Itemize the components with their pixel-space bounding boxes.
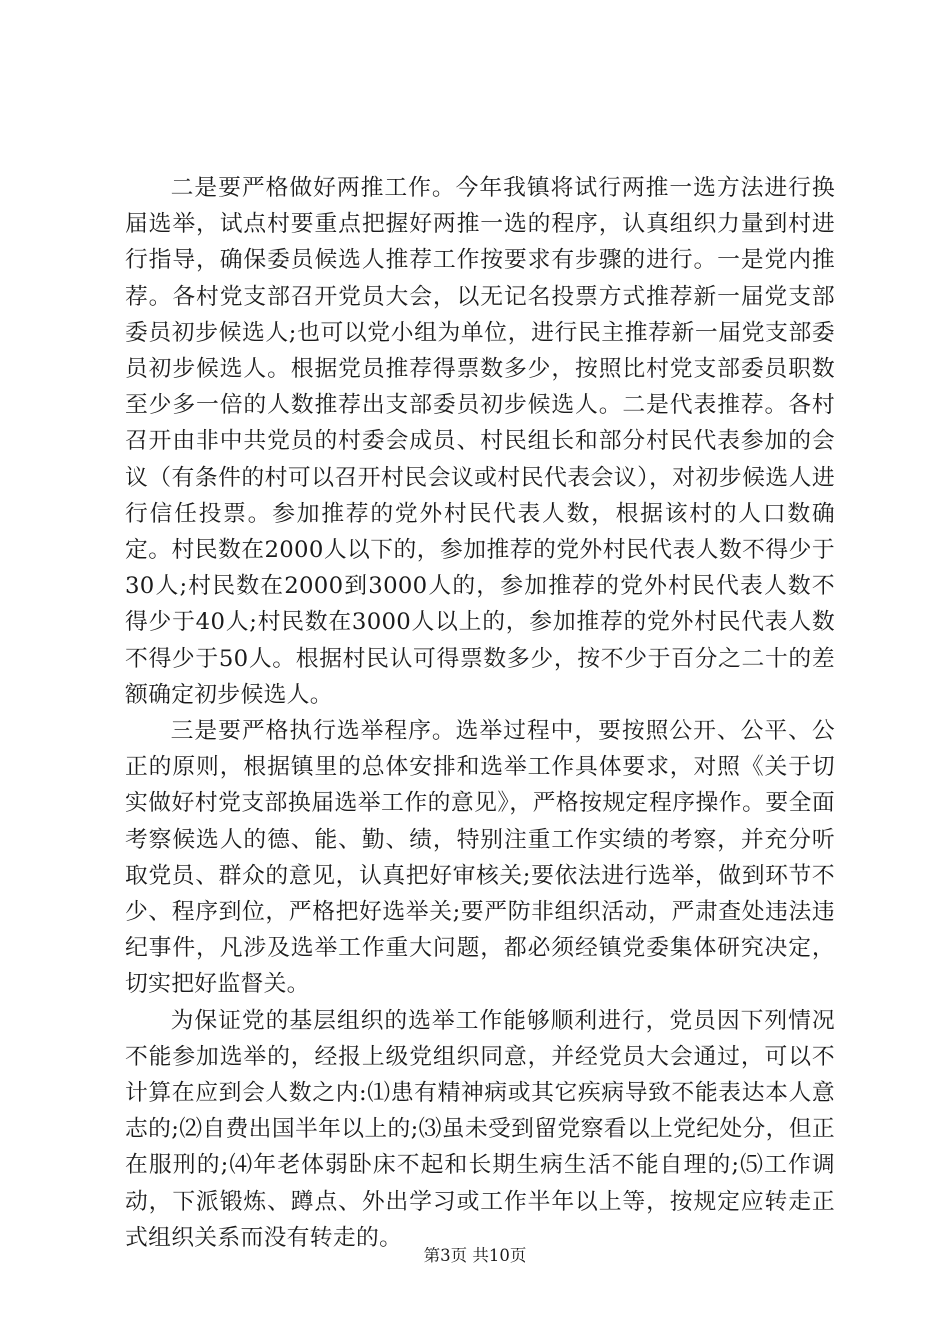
document-body (125, 170, 835, 1256)
paragraph-attendance-exclusions: 为保证党的基层组织的选举工作能够顺利进行，党员因下列情况不能参加选举的，经报上级党组织同意，并经党员大会通过，可以不计算在应到会人数之内:⑴患有精神病或其它疾病导致不能表达本人意志的;⑵自费出国半年以上的;⑶虽未受到留党察看以上党纪处分，但正在服刑的;⑷年老体弱卧床不起和长期生病生活不能自理的;⑸工作调动，下派锻炼、蹲点、外出学习或工作半年以上等，按规定应转走正式组织关系而没有转走的。 (125, 1007, 835, 1251)
paragraph-election-procedure: 三是要严格执行选举程序。选举过程中，要按照公开、公平、公正的原则，根据镇里的总体安排和选举工作具体要求，对照《关于切实做好村党支部换届选举工作的意见》，严格按规定程序操作。要全面考察候选人的德、能、勤、绩，特别注重工作实绩的考察，并充分听取党员、群众的意见，认真把好审核关;要依法进行选举，做到环节不少、程序到位，严格把好选举关;要严防非组织活动，严肃查处违法违纪事件，凡涉及选举工作重大问题，都必须经镇党委集体研究决定，切实把好监督关。 (125, 718, 835, 998)
paragraph-two-recommendations: 二是要严格做好两推工作。今年我镇将试行两推一选方法进行换届选举，试点村要重点把握好两推一选的程序，认真组织力量到村进行指导，确保委员候选人推荐工作按要求有步骤的进行。一是党内推荐。各村党支部召开党员大会，以无记名投票方式推荐新一届党支部委员初步候选人;也可以党小组为单位，进行民主推荐新一届党支部委员初步候选人。根据党员推荐得票数多少，按照比村党支部委员职数至少多一倍的人数推荐出支部委员初步候选人。二是代表推荐。各村召开由非中共党员的村委会成员、村民组长和部分村民代表参加的会议（有条件的村可以召开村民会议或村民代表会议），对初步候选人进行信任投票。参加推荐的党外村民代表人数，根据该村的人口数确定。村民数在2000人以下的，参加推荐的党外村民代表人数不得少于30人;村民数在2000到3000人的，参加推荐的党外村民代表人数不得少于40人;村民数在3000人以上的，参加推荐的党外村民代表人数不得少于50人。根据村民认可得票数多少，按不少于百分之二十的差额确定初步候选人。 (125, 175, 835, 708)
page-number-footer: 第3页 共10页 (423, 1246, 527, 1265)
